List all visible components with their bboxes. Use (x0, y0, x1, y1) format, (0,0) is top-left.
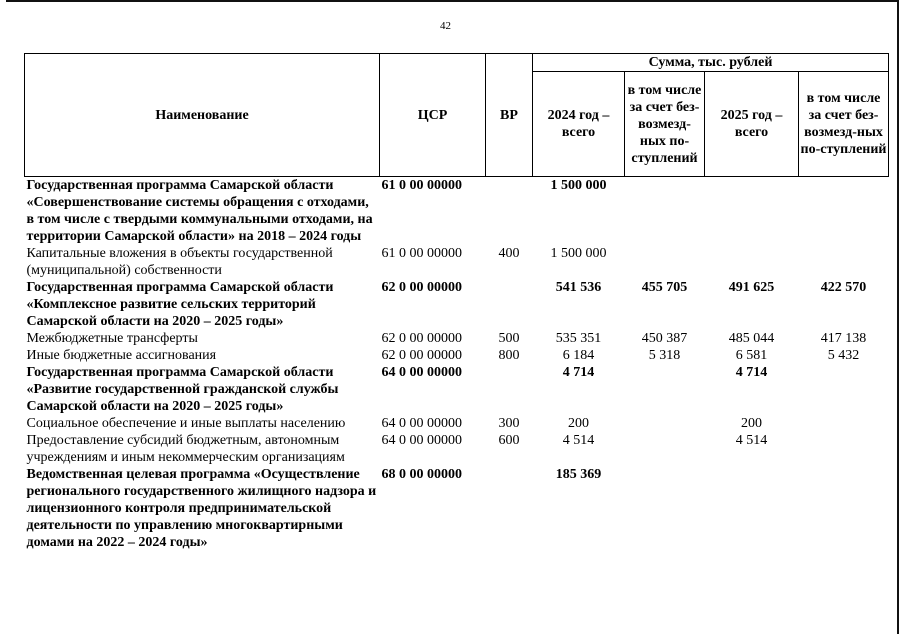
cell-csr: 62 0 00 00000 (381, 331, 462, 346)
table-row (25, 330, 889, 347)
cell-vr: 300 (498, 416, 520, 431)
table-row (25, 364, 889, 415)
cell-2024-total: 1 500 000 (550, 246, 607, 261)
cell-csr: 64 0 00 00000 (381, 433, 462, 448)
table-row (25, 279, 889, 330)
cell-2025-total: 485 044 (728, 331, 775, 346)
cell-2025-free (799, 177, 889, 246)
cell-2025-total: 4 714 (735, 365, 768, 380)
cell-2025-free: 422 570 (820, 280, 867, 295)
cell-vr (486, 279, 533, 330)
cell-2025-free (799, 432, 889, 466)
cell-2024-total: 535 351 (555, 331, 602, 346)
cell-name: Государственная программа Самарской области «Совершенствование системы обращения с отходами, в том числе с твердыми коммунальными отходами, на территории Самарской области» на 2018 – 2024 годы (26, 178, 373, 244)
cell-2025-free (799, 466, 889, 551)
col-header-sum-group: Сумма, тыс. рублей (533, 54, 889, 72)
cell-vr: 600 (498, 433, 520, 448)
cell-2025-free: 417 138 (820, 331, 867, 346)
col-header-name: Наименование (25, 54, 380, 177)
col-header-2025-free: в том числе за счет без-возмезд-ных по-ступлений (799, 72, 889, 177)
cell-2024-total: 200 (568, 416, 589, 431)
cell-2024-free: 450 387 (641, 331, 688, 346)
cell-name: Капитальные вложения в объекты государственной (муниципальной) собственности (26, 246, 333, 278)
table-row (25, 415, 889, 432)
cell-2025-free: 5 432 (827, 348, 860, 363)
cell-name: Государственная программа Самарской области «Развитие государственной гражданской службы Самарской области на 2020 – 2025 годы» (26, 365, 339, 414)
page-frame-top (6, 0, 899, 2)
cell-2024-free (625, 364, 705, 415)
cell-csr: 64 0 00 00000 (381, 365, 462, 380)
cell-name: Социальное обеспечение и иные выплаты населению (26, 416, 346, 431)
table-row (25, 177, 889, 246)
cell-2025-total: 6 581 (735, 348, 768, 363)
table-row (25, 347, 889, 364)
cell-2024-total: 185 369 (555, 467, 602, 482)
cell-2025-total: 491 625 (728, 280, 775, 295)
cell-csr: 61 0 00 00000 (381, 246, 462, 261)
cell-2025-total (705, 466, 799, 551)
cell-name: Государственная программа Самарской области «Комплексное развитие сельских территорий Самарской области на 2020 – 2025 годы» (26, 280, 334, 329)
cell-2025-free (799, 415, 889, 432)
cell-vr: 800 (498, 348, 520, 363)
cell-2024-total: 4 714 (562, 365, 595, 380)
cell-name: Межбюджетные трансферты (26, 331, 198, 346)
cell-2024-free (625, 415, 705, 432)
col-header-csr: ЦСР (380, 54, 486, 177)
cell-csr: 62 0 00 00000 (381, 348, 462, 363)
cell-2024-free: 455 705 (641, 280, 688, 295)
cell-2024-free: 5 318 (648, 348, 681, 363)
cell-2024-free (625, 466, 705, 551)
cell-csr: 64 0 00 00000 (381, 416, 462, 431)
header-row-top (25, 54, 889, 72)
cell-vr: 400 (498, 246, 520, 261)
cell-csr: 62 0 00 00000 (381, 280, 462, 295)
cell-2025-total (705, 177, 799, 246)
cell-name: Предоставление субсидий бюджетным, автономным учреждениям и иным некоммерческим организациям (26, 433, 345, 465)
cell-csr: 61 0 00 00000 (381, 178, 462, 193)
col-header-2024-total: 2024 год – всего (533, 72, 625, 177)
cell-2024-total: 4 514 (562, 433, 595, 448)
page-frame-right (897, 0, 899, 634)
cell-2025-free (799, 364, 889, 415)
cell-2025-total: 4 514 (735, 433, 768, 448)
cell-name: Иные бюджетные ассигнования (26, 348, 217, 363)
cell-vr (486, 364, 533, 415)
cell-2024-free (625, 432, 705, 466)
table-row (25, 466, 889, 551)
cell-vr: 500 (498, 331, 520, 346)
cell-vr (486, 466, 533, 551)
page-number: 42 (440, 20, 451, 32)
cell-2024-total: 6 184 (562, 348, 595, 363)
table-row (25, 245, 889, 279)
cell-csr: 68 0 00 00000 (381, 467, 462, 482)
cell-2025-total (705, 245, 799, 279)
col-header-2024-free: в том числе за счет без-возмезд-ных по-ступлений (625, 72, 705, 177)
cell-2024-total: 541 536 (555, 280, 602, 295)
col-header-vr: ВР (486, 54, 533, 177)
cell-2024-free (625, 245, 705, 279)
cell-2025-free (799, 245, 889, 279)
budget-table (24, 53, 889, 551)
col-header-2025-total: 2025 год – всего (705, 72, 799, 177)
cell-2025-total: 200 (741, 416, 762, 431)
table-row (25, 432, 889, 466)
cell-2024-free (625, 177, 705, 246)
cell-name: Ведомственная целевая программа «Осуществление регионального государственного жилищного надзора и лицензионного контроля предпринимательской деятельности по управлению многоквартирными домами на 2022 – 2024 годы» (26, 467, 377, 550)
cell-2024-total: 1 500 000 (550, 178, 607, 193)
cell-vr (486, 177, 533, 246)
